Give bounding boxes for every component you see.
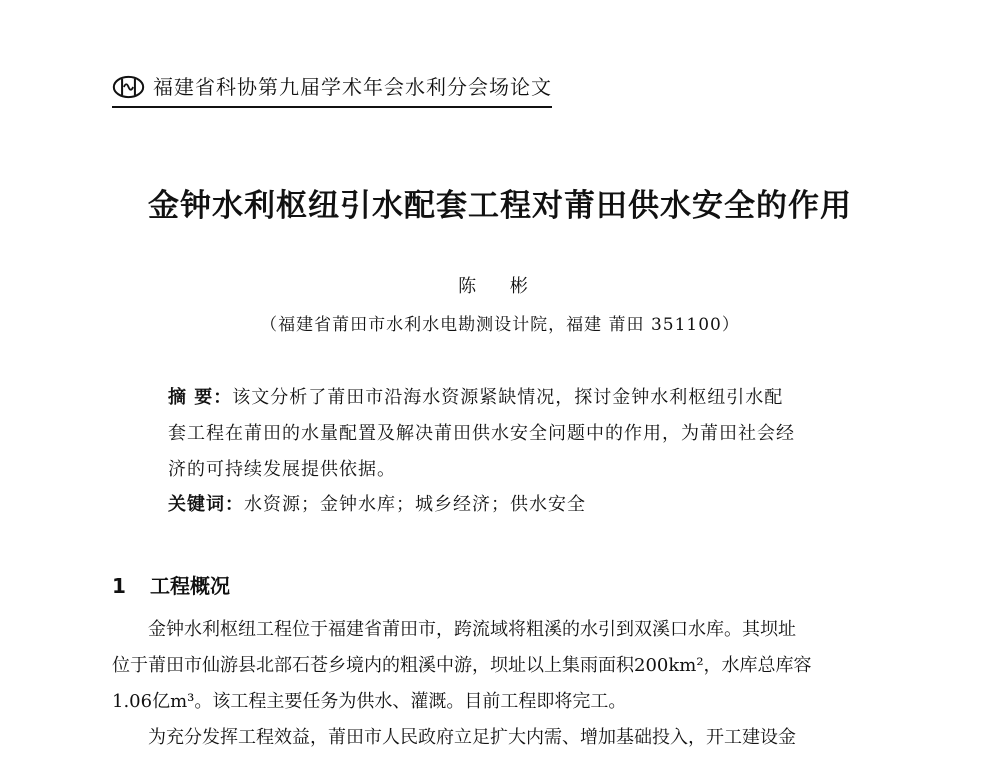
- abstract-line: 济的可持续发展提供依据。: [168, 459, 396, 480]
- paper-title: 金钟水利枢纽引水配套工程对莆田供水安全的作用: [148, 188, 852, 224]
- abstract-line: 套工程在莆田的水量配置及解决莆田供水安全问题中的作用，为莆田社会经: [168, 423, 795, 444]
- abstract-line: [168, 380, 868, 416]
- body-text: [112, 612, 882, 756]
- paragraph-line: 为充分发挥工程效益，莆田市人民政府立足扩大内需、增加基础投入，开工建设金: [148, 727, 796, 748]
- keywords-text: 水资源；金钟水库；城乡经济；供水安全: [244, 494, 586, 515]
- abstract: [168, 380, 868, 488]
- author-name: 陈 彬: [458, 276, 542, 297]
- keywords: [168, 487, 868, 523]
- section-heading: [112, 570, 230, 599]
- paragraph-line: 金钟水利枢纽工程位于福建省莆田市，跨流域将粗溪的水引到双溪口水库。其坝址: [148, 619, 796, 640]
- section-number: 1: [112, 574, 126, 598]
- paragraph-line: 位于莆田市仙游县北部石苍乡境内的粗溪中游，坝址以上集雨面积200km²，水库总库容: [112, 655, 812, 676]
- paragraph-line: 1.06亿m³。该工程主要任务为供水、灌溉。目前工程即将完工。: [112, 691, 627, 712]
- wave-logo-icon: [112, 74, 145, 100]
- header-text: 福建省科协第九届学术年会水利分会场论文: [153, 75, 552, 99]
- abstract-label: 摘 要：: [168, 387, 233, 408]
- section-title: 工程概况: [150, 574, 230, 598]
- author-affiliation: （福建省莆田市水利水电勘测设计院，福建 莆田 351100）: [260, 315, 740, 335]
- keywords-label: 关键词：: [168, 494, 244, 515]
- running-header: [112, 68, 552, 108]
- abstract-text: 该文分析了莆田市沿海水资源紧缺情况，探讨金钟水利枢纽引水配: [232, 387, 784, 408]
